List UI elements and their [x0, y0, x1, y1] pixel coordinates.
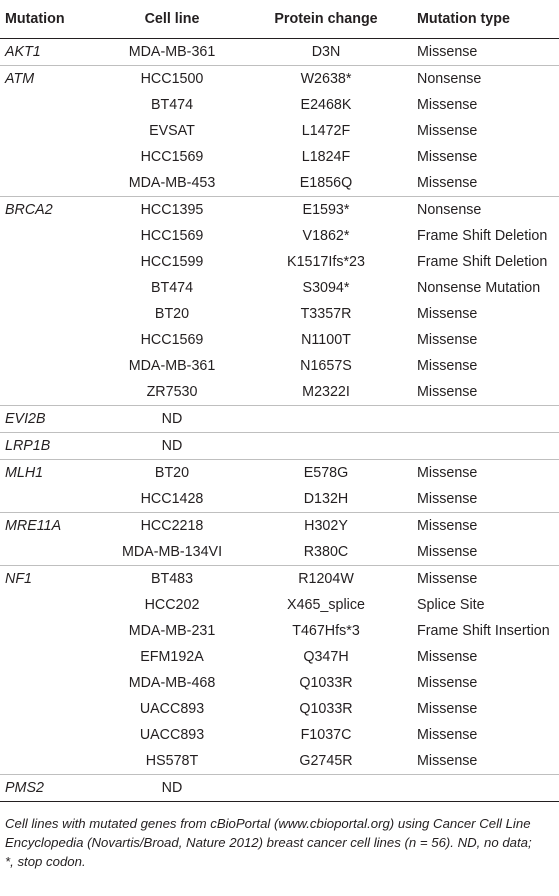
table-row	[0, 433, 559, 460]
cell-line-cell: BT483	[98, 566, 246, 593]
table-row	[0, 197, 559, 224]
header-mutation: Mutation	[0, 0, 98, 39]
cell-line-cell: HCC1569	[140, 332, 204, 348]
cell-line-cell: UACC893	[139, 701, 205, 717]
cell-line-cell: BT20	[98, 460, 246, 487]
caption-line: Encyclopedia (Novartis/Broad, Nature 2012) breast cancer cell lines (n = 56). ND, no data;	[5, 835, 532, 850]
mutation-type-cell: Frame Shift Insertion	[417, 623, 550, 639]
protein-change-cell: K1517Ifs*23	[287, 254, 365, 270]
protein-change-cell: W2638*	[246, 66, 406, 93]
cell-line-cell: MDA-MB-361	[128, 44, 216, 60]
cell-line-cell: EVSAT	[149, 123, 195, 139]
protein-change-cell: D3N	[311, 44, 341, 60]
mutation-type-cell: Missense	[417, 649, 478, 665]
cell-line-cell: BT474	[150, 280, 194, 296]
mutation-gene-cell: LRP1B	[0, 433, 98, 460]
protein-change-cell: G2745R	[299, 753, 353, 769]
cell-line-cell: MDA-MB-468	[128, 675, 216, 691]
mutation-type-cell: Missense	[417, 175, 478, 191]
mutation-type-cell: Missense	[406, 460, 559, 487]
cell-line-cell: EFM192A	[140, 649, 204, 665]
table-row	[0, 144, 559, 170]
cell-line-cell: HCC1500	[98, 66, 246, 93]
mutation-gene-cell	[0, 353, 98, 379]
mutation-gene-cell: NF1	[0, 566, 98, 593]
mutation-gene-cell	[0, 144, 98, 170]
mutation-gene-cell	[0, 223, 98, 249]
cell-line-cell: HCC1428	[140, 491, 204, 507]
table-row	[0, 92, 559, 118]
mutation-gene-cell: ATM	[0, 66, 98, 93]
mutation-gene-cell: PMS2	[0, 775, 98, 802]
cell-line-cell: ND	[98, 775, 246, 802]
mutation-gene-cell	[0, 748, 98, 775]
mutation-type-cell: Nonsense	[406, 66, 559, 93]
cell-line-cell: HCC1569	[140, 228, 204, 244]
mutation-type-cell: Missense	[417, 149, 478, 165]
table-row	[0, 618, 559, 644]
cell-line-cell: MDA-MB-361	[128, 358, 216, 374]
protein-change-cell: S3094*	[302, 280, 350, 296]
table-row	[0, 670, 559, 696]
mutation-type-cell: Missense	[417, 306, 478, 322]
protein-change-cell	[246, 775, 406, 802]
mutation-type-cell: Nonsense Mutation	[417, 280, 541, 296]
mutation-gene-cell	[0, 539, 98, 566]
mutation-type-cell	[406, 775, 559, 802]
cell-line-cell: ZR7530	[146, 384, 198, 400]
mutation-type-cell	[406, 433, 559, 460]
mutation-gene-cell	[0, 249, 98, 275]
protein-change-cell: V1862*	[302, 228, 350, 244]
table-row	[0, 775, 559, 802]
mutation-type-cell: Missense	[417, 123, 478, 139]
protein-change-cell	[246, 433, 406, 460]
table-row	[0, 327, 559, 353]
mutation-type-cell: Missense	[417, 332, 478, 348]
protein-change-cell: N1100T	[301, 332, 351, 348]
cell-line-cell: HCC2218	[98, 513, 246, 540]
mutation-gene-cell	[0, 486, 98, 513]
cell-line-cell: HCC1395	[98, 197, 246, 224]
table-header-row	[0, 0, 559, 39]
protein-change-cell: Q1033R	[299, 675, 353, 691]
table-row	[0, 644, 559, 670]
mutation-type-cell: Missense	[417, 701, 478, 717]
protein-change-cell: E578G	[246, 460, 406, 487]
mutation-type-cell: Missense	[417, 675, 478, 691]
protein-change-cell: R1204W	[246, 566, 406, 593]
mutation-gene-cell	[0, 170, 98, 197]
protein-change-cell: F1037C	[300, 727, 352, 743]
mutation-gene-cell	[0, 618, 98, 644]
mutation-type-cell: Missense	[417, 491, 478, 507]
mutation-type-cell	[406, 406, 559, 433]
mutation-gene-cell	[0, 592, 98, 618]
mutation-gene-cell	[0, 327, 98, 353]
cell-line-cell: BT20	[154, 306, 190, 322]
mutation-type-cell: Missense	[406, 566, 559, 593]
table-row	[0, 539, 559, 566]
table-row	[0, 223, 559, 249]
mutation-gene-cell	[0, 644, 98, 670]
mutation-type-cell: Splice Site	[417, 597, 485, 613]
cell-line-cell: HCC202	[144, 597, 200, 613]
mutation-type-cell: Missense	[417, 97, 478, 113]
cell-line-cell: HCC1569	[140, 149, 204, 165]
mutation-type-cell: Missense	[417, 753, 478, 769]
cell-line-cell: ND	[98, 406, 246, 433]
protein-change-cell: X465_splice	[287, 597, 365, 613]
mutation-gene-cell	[0, 275, 98, 301]
mutation-type-cell: Missense	[417, 727, 478, 743]
header-cell-line: Cell line	[98, 0, 246, 39]
mutation-type-cell: Missense	[417, 384, 478, 400]
table-row	[0, 460, 559, 487]
table-row	[0, 592, 559, 618]
protein-change-cell: M2322I	[302, 384, 350, 400]
cell-line-cell: MDA-MB-453	[128, 175, 216, 191]
mutation-gene-cell: AKT1	[5, 44, 41, 60]
mutation-type-cell: Missense	[417, 544, 478, 560]
table-row	[0, 66, 559, 93]
header-protein-change: Protein change	[246, 0, 406, 39]
mutation-gene-cell: MRE11A	[0, 513, 98, 540]
mutation-type-cell: Nonsense	[406, 197, 559, 224]
table-row	[0, 513, 559, 540]
protein-change-cell: T467Hfs*3	[292, 623, 360, 639]
table-row	[0, 170, 559, 197]
mutation-gene-cell: BRCA2	[0, 197, 98, 224]
table-row	[0, 249, 559, 275]
mutation-gene-cell	[0, 379, 98, 406]
protein-change-cell: Q347H	[303, 649, 349, 665]
table-row	[0, 118, 559, 144]
cell-line-cell: UACC893	[139, 727, 205, 743]
table-row	[0, 379, 559, 406]
mutation-gene-cell: EVI2B	[0, 406, 98, 433]
mutation-type-cell: Missense	[406, 513, 559, 540]
protein-change-cell: H302Y	[246, 513, 406, 540]
table-row	[0, 301, 559, 327]
protein-change-cell: D132H	[303, 491, 349, 507]
table-row	[0, 566, 559, 593]
mutation-type-cell: Frame Shift Deletion	[417, 228, 548, 244]
protein-change-cell: R380C	[303, 544, 349, 560]
cell-line-cell: MDA-MB-231	[128, 623, 216, 639]
mutation-gene-cell	[0, 118, 98, 144]
table-row	[0, 275, 559, 301]
caption-line: *, stop codon.	[5, 854, 86, 869]
cell-line-cell: BT474	[150, 97, 194, 113]
mutation-gene-cell: MLH1	[0, 460, 98, 487]
protein-change-cell: Q1033R	[299, 701, 353, 717]
cell-line-cell: MDA-MB-134VI	[121, 544, 223, 560]
mutation-gene-cell	[0, 670, 98, 696]
caption-line: Cell lines with mutated genes from cBioPortal (www.cbioportal.org) using Cancer Cell Line	[5, 816, 531, 831]
mutation-gene-cell	[0, 722, 98, 748]
protein-change-cell: E2468K	[300, 97, 352, 113]
table-row	[0, 696, 559, 722]
mutation-gene-cell	[0, 92, 98, 118]
table-caption	[0, 806, 559, 871]
table-row	[0, 486, 559, 513]
mutation-type-cell: Frame Shift Deletion	[417, 254, 548, 270]
header-mutation-type: Mutation type	[406, 0, 559, 39]
table-row	[0, 353, 559, 379]
table-row	[0, 406, 559, 433]
mutation-gene-cell	[0, 696, 98, 722]
table-row	[0, 722, 559, 748]
mutation-type-cell: Missense	[417, 358, 478, 374]
mutation-gene-cell	[0, 301, 98, 327]
protein-change-cell: E1856Q	[299, 175, 353, 191]
table-row	[0, 39, 559, 66]
protein-change-cell: T3357R	[300, 306, 352, 322]
protein-change-cell: E1593*	[246, 197, 406, 224]
cell-line-cell: ND	[98, 433, 246, 460]
cell-line-cell: HCC1599	[140, 254, 204, 270]
protein-change-cell: L1824F	[301, 149, 351, 165]
mutation-type-cell: Missense	[417, 44, 478, 60]
table-body	[0, 39, 559, 802]
table-row	[0, 748, 559, 775]
cell-line-cell: HS578T	[145, 753, 199, 769]
protein-change-cell	[246, 406, 406, 433]
protein-change-cell: L1472F	[301, 123, 351, 139]
protein-change-cell: N1657S	[300, 358, 352, 374]
